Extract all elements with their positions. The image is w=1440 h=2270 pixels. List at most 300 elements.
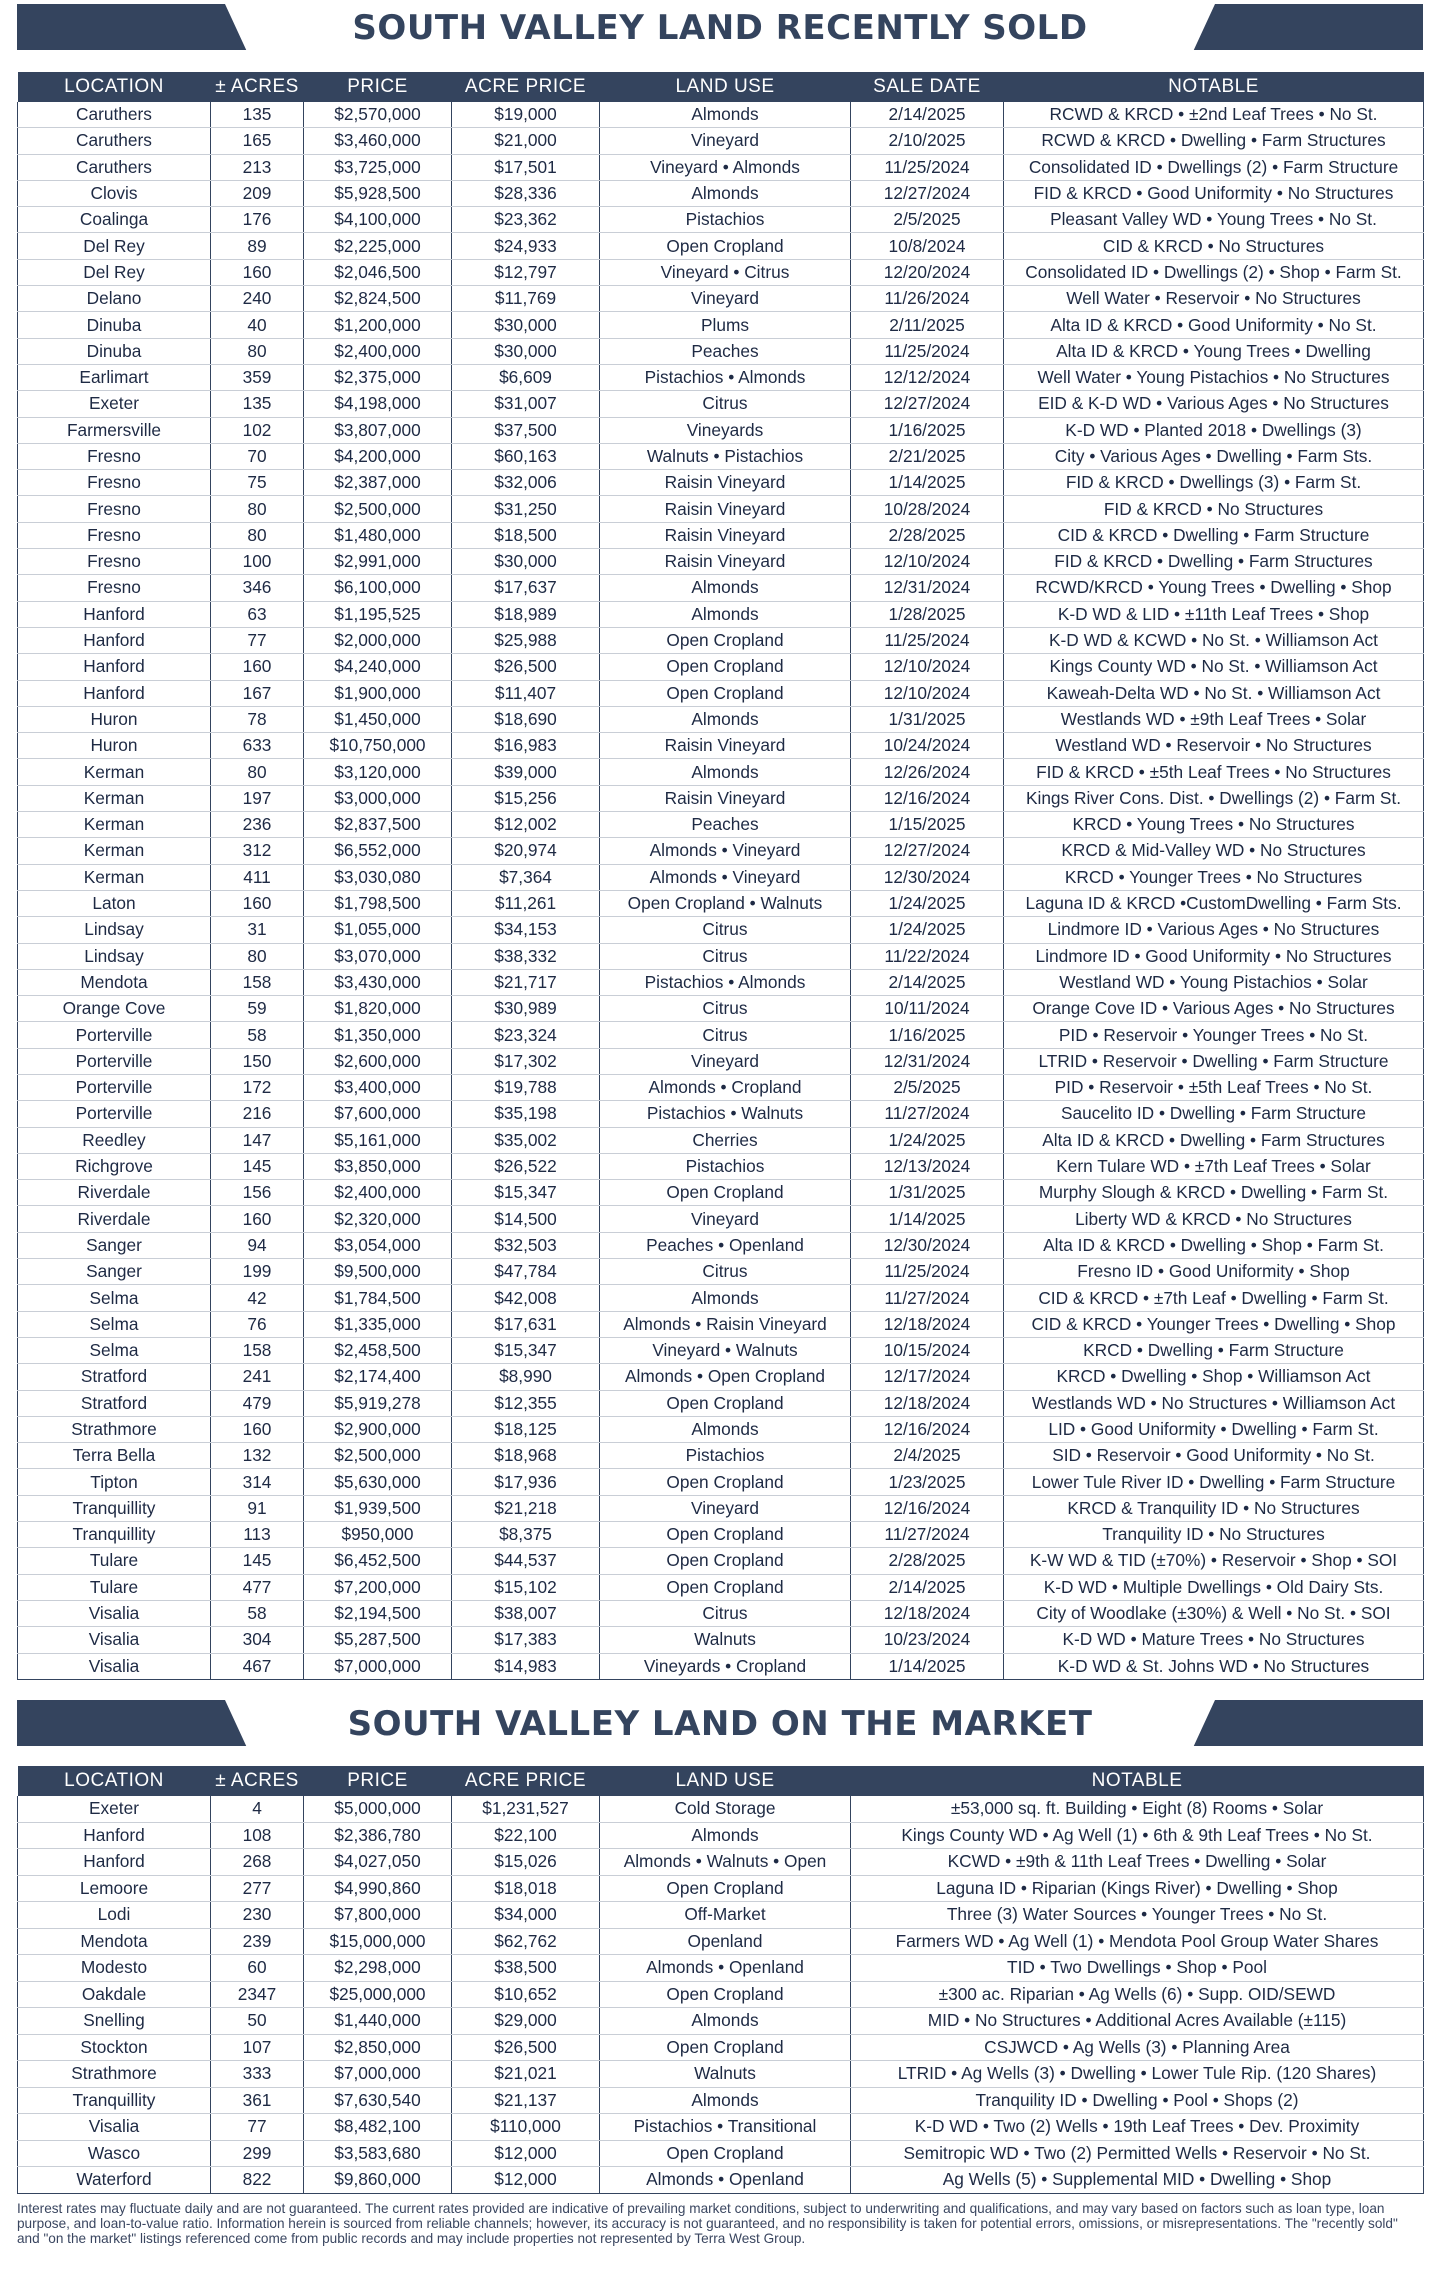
table-cell: 12/16/2024 (851, 1495, 1004, 1521)
table-cell: Lower Tule River ID • Dwelling • Farm Structure (1004, 1469, 1424, 1495)
table-cell: Coalinga (18, 207, 211, 233)
table-cell: 12/16/2024 (851, 785, 1004, 811)
table-cell: $31,250 (452, 496, 600, 522)
table-cell: 176 (211, 207, 304, 233)
table-cell: $15,347 (452, 1337, 600, 1363)
table-cell: Three (3) Water Sources • Younger Trees • No St. (851, 1902, 1424, 1929)
table-cell: KRCD & Mid-Valley WD • No Structures (1004, 838, 1424, 864)
table-cell: $17,936 (452, 1469, 600, 1495)
table-cell: 80 (211, 496, 304, 522)
market-table-body (18, 1796, 1424, 2193)
table-cell: City of Woodlake (±30%) & Well • No St. • SOI (1004, 1600, 1424, 1626)
table-cell: $38,500 (452, 1955, 600, 1982)
column-header: ACRE PRICE (452, 1766, 600, 1796)
table-cell: Almonds (600, 180, 851, 206)
table-cell: Del Rey (18, 259, 211, 285)
table-cell: 160 (211, 1206, 304, 1232)
column-header: ± ACRES (211, 1766, 304, 1796)
table-row (18, 759, 1424, 785)
table-cell: LTRID • Reservoir • Dwelling • Farm Structure (1004, 1048, 1424, 1074)
table-row (18, 1548, 1424, 1574)
table-cell: 10/28/2024 (851, 496, 1004, 522)
table-cell: $1,350,000 (304, 1022, 452, 1048)
table-cell: Citrus (600, 917, 851, 943)
table-cell: RCWD/KRCD • Young Trees • Dwelling • Shop (1004, 575, 1424, 601)
table-row (18, 1153, 1424, 1179)
table-cell: Almonds (600, 601, 851, 627)
table-cell: Sanger (18, 1259, 211, 1285)
table-cell: Almonds (600, 2008, 851, 2035)
table-cell: 50 (211, 2008, 304, 2035)
table-cell: Mendota (18, 1928, 211, 1955)
table-cell: Selma (18, 1337, 211, 1363)
table-cell: FID & KRCD • No Structures (1004, 496, 1424, 522)
table-cell: $47,784 (452, 1259, 600, 1285)
table-cell: Liberty WD & KRCD • No Structures (1004, 1206, 1424, 1232)
table-cell: 1/14/2025 (851, 1206, 1004, 1232)
table-cell: EID & K-D WD • Various Ages • No Structures (1004, 391, 1424, 417)
table-cell: KRCD & Tranquility ID • No Structures (1004, 1495, 1424, 1521)
table-row (18, 1955, 1424, 1982)
table-cell: Kerman (18, 759, 211, 785)
table-cell: $34,000 (452, 1902, 600, 1929)
table-cell: Kerman (18, 812, 211, 838)
table-cell: $2,387,000 (304, 470, 452, 496)
table-cell: $18,968 (452, 1443, 600, 1469)
table-cell: 160 (211, 890, 304, 916)
table-cell: Pleasant Valley WD • Young Trees • No St. (1004, 207, 1424, 233)
table-row (18, 207, 1424, 233)
table-row (18, 2114, 1424, 2141)
table-cell: CSJWCD • Ag Wells (3) • Planning Area (851, 2034, 1424, 2061)
table-cell: Westland WD • Reservoir • No Structures (1004, 733, 1424, 759)
table-row (18, 522, 1424, 548)
table-row (18, 1416, 1424, 1442)
table-cell: $35,198 (452, 1101, 600, 1127)
table-row (18, 1981, 1424, 2008)
table-cell: Porterville (18, 1048, 211, 1074)
table-cell: 12/20/2024 (851, 259, 1004, 285)
table-cell: Almonds • Raisin Vineyard (600, 1311, 851, 1337)
table-cell: Tranquillity (18, 2087, 211, 2114)
table-cell: Walnuts (600, 1627, 851, 1653)
table-cell: $17,637 (452, 575, 600, 601)
table-cell: $38,007 (452, 1600, 600, 1626)
table-row (18, 417, 1424, 443)
table-cell: Huron (18, 733, 211, 759)
table-cell: $37,500 (452, 417, 600, 443)
table-cell: 165 (211, 128, 304, 154)
table-cell: Cold Storage (600, 1796, 851, 1822)
table-row (18, 128, 1424, 154)
table-cell: Pistachios • Almonds (600, 364, 851, 390)
table-cell: 145 (211, 1153, 304, 1179)
table-cell: $15,026 (452, 1849, 600, 1876)
table-cell: $2,500,000 (304, 1443, 452, 1469)
table-cell: 2/28/2025 (851, 1548, 1004, 1574)
table-row (18, 864, 1424, 890)
table-row (18, 154, 1424, 180)
table-cell: 12/10/2024 (851, 549, 1004, 575)
table-cell: 167 (211, 680, 304, 706)
table-cell: CID & KRCD • Younger Trees • Dwelling • Shop (1004, 1311, 1424, 1337)
table-cell: 160 (211, 259, 304, 285)
table-cell: Well Water • Reservoir • No Structures (1004, 286, 1424, 312)
table-cell: 77 (211, 2114, 304, 2141)
table-cell: Open Cropland (600, 654, 851, 680)
table-cell: 76 (211, 1311, 304, 1337)
table-cell: 11/26/2024 (851, 286, 1004, 312)
table-cell: $3,583,680 (304, 2140, 452, 2167)
table-cell: Kings County WD • Ag Well (1) • 6th & 9th Leaf Trees • No St. (851, 1822, 1424, 1849)
table-cell: $5,161,000 (304, 1127, 452, 1153)
table-cell: FID & KRCD • ±5th Leaf Trees • No Structures (1004, 759, 1424, 785)
table-cell: $1,195,525 (304, 601, 452, 627)
table-cell: 346 (211, 575, 304, 601)
table-cell: CID & KRCD • Dwelling • Farm Structure (1004, 522, 1424, 548)
table-cell: 822 (211, 2167, 304, 2194)
table-cell: Caruthers (18, 154, 211, 180)
table-cell: Pistachios • Almonds (600, 969, 851, 995)
table-cell: $11,261 (452, 890, 600, 916)
table-cell: 113 (211, 1522, 304, 1548)
table-cell: Stratford (18, 1364, 211, 1390)
table-cell: Wasco (18, 2140, 211, 2167)
table-cell: $4,990,860 (304, 1875, 452, 1902)
table-cell: Selma (18, 1285, 211, 1311)
table-cell: MID • No Structures • Additional Acres Available (±115) (851, 2008, 1424, 2035)
table-cell: $3,430,000 (304, 969, 452, 995)
table-cell: Almonds (600, 759, 851, 785)
table-cell: $2,458,500 (304, 1337, 452, 1363)
table-cell: 12/26/2024 (851, 759, 1004, 785)
table-cell: 11/27/2024 (851, 1101, 1004, 1127)
column-header: LAND USE (600, 72, 851, 102)
table-cell: Westland WD • Young Pistachios • Solar (1004, 969, 1424, 995)
table-row (18, 233, 1424, 259)
table-cell: $3,030,080 (304, 864, 452, 890)
table-cell: $7,000,000 (304, 1653, 452, 1679)
table-cell: 94 (211, 1232, 304, 1258)
table-cell: 1/14/2025 (851, 470, 1004, 496)
table-cell: 1/28/2025 (851, 601, 1004, 627)
table-cell: $17,631 (452, 1311, 600, 1337)
table-cell: $8,482,100 (304, 2114, 452, 2141)
table-cell: 2/5/2025 (851, 1074, 1004, 1100)
table-cell: Walnuts (600, 2061, 851, 2088)
table-cell: Richgrove (18, 1153, 211, 1179)
table-cell: 314 (211, 1469, 304, 1495)
table-row (18, 1259, 1424, 1285)
table-cell: 1/24/2025 (851, 1127, 1004, 1153)
sold-table-header (18, 72, 1424, 102)
table-cell: 2/14/2025 (851, 102, 1004, 128)
table-cell: $12,000 (452, 2167, 600, 2194)
table-cell: $17,501 (452, 154, 600, 180)
table-cell: $1,798,500 (304, 890, 452, 916)
table-cell: 12/27/2024 (851, 391, 1004, 417)
table-cell: Caruthers (18, 102, 211, 128)
table-cell: Earlimart (18, 364, 211, 390)
table-cell: $2,850,000 (304, 2034, 452, 2061)
table-cell: Consolidated ID • Dwellings (2) • Farm Structure (1004, 154, 1424, 180)
table-row (18, 1928, 1424, 1955)
table-cell: $2,900,000 (304, 1416, 452, 1442)
table-cell: 60 (211, 1955, 304, 1982)
table-row (18, 1627, 1424, 1653)
table-cell: 12/31/2024 (851, 575, 1004, 601)
table-cell: $4,240,000 (304, 654, 452, 680)
table-row (18, 1311, 1424, 1337)
table-cell: $15,256 (452, 785, 600, 811)
market-section-title: SOUTH VALLEY LAND ON THE MARKET (347, 1704, 1093, 1744)
table-cell: K-D WD • Planted 2018 • Dwellings (3) (1004, 417, 1424, 443)
table-cell: $60,163 (452, 443, 600, 469)
table-cell: Westlands WD • No Structures • Williamson Act (1004, 1390, 1424, 1416)
table-cell: $1,440,000 (304, 2008, 452, 2035)
table-cell: Off-Market (600, 1902, 851, 1929)
table-cell: 100 (211, 549, 304, 575)
table-cell: $28,336 (452, 180, 600, 206)
table-cell: $23,362 (452, 207, 600, 233)
table-row (18, 338, 1424, 364)
table-cell: $3,000,000 (304, 785, 452, 811)
table-cell: 132 (211, 1443, 304, 1469)
table-cell: $2,000,000 (304, 627, 452, 653)
table-row (18, 1522, 1424, 1548)
table-cell: 158 (211, 969, 304, 995)
table-cell: $39,000 (452, 759, 600, 785)
table-cell: Orange Cove (18, 996, 211, 1022)
table-cell: Farmersville (18, 417, 211, 443)
table-cell: Almonds • Vineyard (600, 864, 851, 890)
table-cell: 78 (211, 706, 304, 732)
table-cell: Peaches • Openland (600, 1232, 851, 1258)
table-cell: 11/27/2024 (851, 1285, 1004, 1311)
table-cell: 58 (211, 1600, 304, 1626)
table-cell: $25,000,000 (304, 1981, 452, 2008)
table-row (18, 1902, 1424, 1929)
table-cell: Saucelito ID • Dwelling • Farm Structure (1004, 1101, 1424, 1127)
table-cell: Open Cropland (600, 1390, 851, 1416)
table-cell: ±53,000 sq. ft. Building • Eight (8) Rooms • Solar (851, 1796, 1424, 1822)
table-cell: Alta ID & KRCD • Young Trees • Dwelling (1004, 338, 1424, 364)
table-cell: Lindmore ID • Various Ages • No Structures (1004, 917, 1424, 943)
table-cell: Kerman (18, 838, 211, 864)
table-cell: 12/10/2024 (851, 680, 1004, 706)
table-cell: Tulare (18, 1574, 211, 1600)
table-cell: Kerman (18, 864, 211, 890)
table-cell: $42,008 (452, 1285, 600, 1311)
table-cell: K-D WD & St. Johns WD • No Structures (1004, 1653, 1424, 1679)
table-cell: Tranquility ID • Dwelling • Pool • Shops (2) (851, 2087, 1424, 2114)
table-cell: 147 (211, 1127, 304, 1153)
table-cell: Waterford (18, 2167, 211, 2194)
table-cell: K-W WD & TID (±70%) • Reservoir • Shop • SOI (1004, 1548, 1424, 1574)
table-cell: 4 (211, 1796, 304, 1822)
table-cell: 11/25/2024 (851, 627, 1004, 653)
table-cell: KRCD • Dwelling • Shop • Williamson Act (1004, 1364, 1424, 1390)
table-row (18, 917, 1424, 943)
table-row (18, 601, 1424, 627)
table-cell: 11/25/2024 (851, 338, 1004, 364)
table-cell: Almonds (600, 1285, 851, 1311)
table-cell: 277 (211, 1875, 304, 1902)
table-cell: $16,983 (452, 733, 600, 759)
table-cell: 80 (211, 338, 304, 364)
table-cell: City • Various Ages • Dwelling • Farm Sts. (1004, 443, 1424, 469)
table-cell: Dinuba (18, 312, 211, 338)
table-row (18, 102, 1424, 128)
table-cell: K-D WD & KCWD • No St. • Williamson Act (1004, 627, 1424, 653)
table-cell: 216 (211, 1101, 304, 1127)
table-cell: Strathmore (18, 1416, 211, 1442)
table-row (18, 286, 1424, 312)
table-cell: Vineyard (600, 1206, 851, 1232)
table-cell: 160 (211, 1416, 304, 1442)
column-header: PRICE (304, 1766, 452, 1796)
table-cell: $1,480,000 (304, 522, 452, 548)
table-cell: $21,137 (452, 2087, 600, 2114)
table-cell: Kaweah-Delta WD • No St. • Williamson Act (1004, 680, 1424, 706)
table-cell: $21,218 (452, 1495, 600, 1521)
table-cell: 333 (211, 2061, 304, 2088)
table-cell: Oakdale (18, 1981, 211, 2008)
table-row (18, 654, 1424, 680)
table-cell: Farmers WD • Ag Well (1) • Mendota Pool Group Water Shares (851, 1928, 1424, 1955)
table-cell: $950,000 (304, 1522, 452, 1548)
table-cell: Lindsay (18, 917, 211, 943)
column-header: LOCATION (18, 1766, 211, 1796)
table-cell: $34,153 (452, 917, 600, 943)
table-cell: 75 (211, 470, 304, 496)
table-cell: $12,002 (452, 812, 600, 838)
table-row (18, 2034, 1424, 2061)
column-header: PRICE (304, 72, 452, 102)
table-cell: $29,000 (452, 2008, 600, 2035)
table-cell: Hanford (18, 654, 211, 680)
table-cell: Vineyard • Walnuts (600, 1337, 851, 1363)
table-cell: Pistachios (600, 1153, 851, 1179)
table-cell: Raisin Vineyard (600, 785, 851, 811)
table-cell: 80 (211, 759, 304, 785)
table-row (18, 1364, 1424, 1390)
table-cell: Open Cropland (600, 1180, 851, 1206)
table-cell: Cherries (600, 1127, 851, 1153)
table-row (18, 2087, 1424, 2114)
table-cell: 477 (211, 1574, 304, 1600)
table-cell: $5,000,000 (304, 1796, 452, 1822)
table-cell: 12/18/2024 (851, 1390, 1004, 1416)
table-cell: 158 (211, 1337, 304, 1363)
table-row (18, 1337, 1424, 1363)
table-row (18, 1180, 1424, 1206)
table-cell: Sanger (18, 1232, 211, 1258)
table-cell: 59 (211, 996, 304, 1022)
table-cell: K-D WD • Multiple Dwellings • Old Dairy Sts. (1004, 1574, 1424, 1600)
table-cell: 1/24/2025 (851, 890, 1004, 916)
table-cell: $21,021 (452, 2061, 600, 2088)
column-header: LAND USE (600, 1766, 851, 1796)
table-cell: $35,002 (452, 1127, 600, 1153)
table-cell: K-D WD • Mature Trees • No Structures (1004, 1627, 1424, 1653)
table-cell: 156 (211, 1180, 304, 1206)
table-cell: 479 (211, 1390, 304, 1416)
table-cell: Almonds • Cropland (600, 1074, 851, 1100)
table-cell: 80 (211, 943, 304, 969)
table-cell: $2,837,500 (304, 812, 452, 838)
table-cell: $6,609 (452, 364, 600, 390)
table-cell: $2,194,500 (304, 1600, 452, 1626)
table-row (18, 1574, 1424, 1600)
table-cell: $5,928,500 (304, 180, 452, 206)
table-cell: Snelling (18, 2008, 211, 2035)
table-cell: $6,100,000 (304, 575, 452, 601)
table-cell: $15,000,000 (304, 1928, 452, 1955)
table-cell: Pistachios (600, 207, 851, 233)
table-cell: PID • Reservoir • ±5th Leaf Trees • No St. (1004, 1074, 1424, 1100)
table-cell: $21,000 (452, 128, 600, 154)
table-cell: Open Cropland (600, 1469, 851, 1495)
table-cell: $2,991,000 (304, 549, 452, 575)
table-row (18, 2167, 1424, 2194)
table-cell: 239 (211, 1928, 304, 1955)
table-cell: FID & KRCD • Dwelling • Farm Structures (1004, 549, 1424, 575)
table-cell: 70 (211, 443, 304, 469)
table-cell: 11/25/2024 (851, 1259, 1004, 1285)
table-row (18, 733, 1424, 759)
table-cell: 2/4/2025 (851, 1443, 1004, 1469)
table-cell: 12/10/2024 (851, 654, 1004, 680)
table-cell: 11/25/2024 (851, 154, 1004, 180)
table-cell: Almonds (600, 706, 851, 732)
table-cell: Open Cropland (600, 2140, 851, 2167)
table-cell: 1/31/2025 (851, 1180, 1004, 1206)
table-cell: $30,000 (452, 338, 600, 364)
table-cell: Alta ID & KRCD • Dwelling • Shop • Farm St. (1004, 1232, 1424, 1258)
table-row (18, 1822, 1424, 1849)
table-cell: Mendota (18, 969, 211, 995)
table-cell: $1,231,527 (452, 1796, 600, 1822)
table-row (18, 1875, 1424, 1902)
table-cell: 1/15/2025 (851, 812, 1004, 838)
table-cell: $15,102 (452, 1574, 600, 1600)
table-cell: $3,070,000 (304, 943, 452, 969)
table-cell: Open Cropland (600, 1522, 851, 1548)
table-cell: $2,375,000 (304, 364, 452, 390)
table-cell: 77 (211, 627, 304, 653)
table-cell: 12/18/2024 (851, 1311, 1004, 1337)
table-row (18, 943, 1424, 969)
table-cell: Tipton (18, 1469, 211, 1495)
table-cell: Exeter (18, 391, 211, 417)
table-row (18, 1101, 1424, 1127)
table-cell: $9,500,000 (304, 1259, 452, 1285)
table-cell: Almonds • Open Cropland (600, 1364, 851, 1390)
table-cell: $32,503 (452, 1232, 600, 1258)
table-cell: $26,522 (452, 1153, 600, 1179)
table-cell: 107 (211, 2034, 304, 2061)
column-header: ± ACRES (211, 72, 304, 102)
table-row (18, 1127, 1424, 1153)
table-cell: Vineyard (600, 128, 851, 154)
table-cell: Huron (18, 706, 211, 732)
table-cell: KCWD • ±9th & 11th Leaf Trees • Dwelling • Solar (851, 1849, 1424, 1876)
table-cell: $3,400,000 (304, 1074, 452, 1100)
table-cell: $26,500 (452, 2034, 600, 2061)
table-cell: 1/16/2025 (851, 1022, 1004, 1048)
table-cell: 230 (211, 1902, 304, 1929)
